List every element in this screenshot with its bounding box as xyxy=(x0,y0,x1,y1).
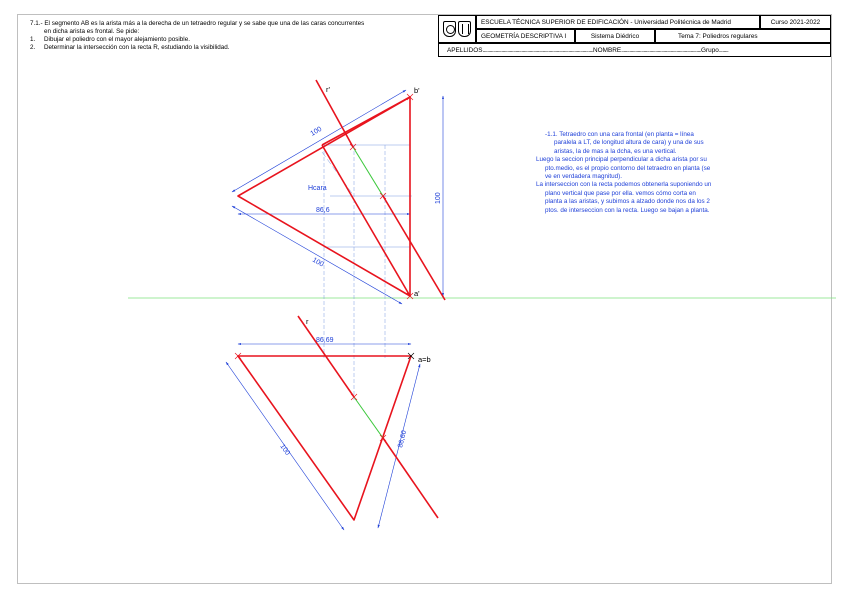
dim-edge-upper-text: 100 xyxy=(309,125,324,138)
statement-heading-continued: en dicha arista es frontal. Se pide: xyxy=(44,28,140,35)
label-a-prime: a' xyxy=(414,289,420,298)
label-r-prime: r' xyxy=(326,85,330,94)
dim-plan-right-text: 86,60 xyxy=(397,429,409,449)
hcara-label: Hcara xyxy=(308,185,327,192)
label-r: r xyxy=(306,317,309,326)
item-text: Determinar la intersección con la recta R, estudiando la visibilidad. xyxy=(44,44,230,51)
dim-plan-left-text: 100 xyxy=(278,443,291,457)
dim-plan-top-text: 86,69 xyxy=(316,337,334,344)
surnames-field: .............................................................................................. xyxy=(482,46,594,54)
theme-title: Tema 7: Poliedros regulares xyxy=(655,29,831,43)
drawing-system: Sistema Diédrico xyxy=(575,29,655,43)
group-label: Grupo xyxy=(701,46,719,54)
name-label: NOMBRE xyxy=(593,46,622,54)
note-paragraph-2: Luego la seccion principal perpendicular a dicha arista por su pto.medio, es el propio contorno del tetraedro en planta (se ve en verdadera magnitud). xyxy=(536,156,711,181)
r-inside xyxy=(354,397,383,438)
name-field: .................................................................... xyxy=(621,46,702,54)
item-number: 1. xyxy=(30,36,36,43)
dim-vertical-text: 100 xyxy=(435,192,442,204)
line-r xyxy=(298,316,438,518)
label-b-prime: b' xyxy=(414,86,420,95)
plan-contour xyxy=(238,356,411,520)
r-prime-inside xyxy=(353,147,383,196)
plan-tetrahedron xyxy=(238,356,411,520)
note-paragraph-3: La interseccion con la recta podemos obtenerla suponiendo un plano vertical que pase por ella. vemos cómo corta en planta a las aristas, y subimos a alzado donde nos da los 2 ptos. de interseccion con la recta. Luego se bajan a planta. xyxy=(536,181,712,214)
note-paragraph-1: -1.1. Tetraedro con una cara frontal (en planta = línea paralela a LT, de longitud altura de cara) y una de sus aristas, la de mas a la dcha, es una vertical. xyxy=(545,131,704,155)
dim-edge-upper xyxy=(232,90,406,192)
dim-height-face-text: 86,6 xyxy=(316,207,330,214)
item-text: Dibujar el poliedro con el mayor alejamiento posible. xyxy=(44,36,190,43)
subject-name: GEOMETRÍA DESCRIPTIVA I xyxy=(476,29,575,43)
r-prime-lower xyxy=(383,196,445,300)
course-year: Curso 2021-2022 xyxy=(760,15,831,29)
dim-edge-lower-text: 100 xyxy=(311,256,325,269)
r-lower xyxy=(383,438,438,518)
dim-edge-lower xyxy=(232,206,402,304)
statement-heading: 7.1.- El segmento AB es la arista más a la derecha de un tetraedro regular y se sabe que una de las caras concurrentes xyxy=(30,20,365,27)
edge-to-apex xyxy=(322,97,410,145)
label-ab: a=b xyxy=(418,355,431,364)
school-name: ESCUELA TÉCNICA SUPERIOR DE EDIFICACIÓN - Universidad Politécnica de Madrid xyxy=(476,15,760,29)
group-field: ........ xyxy=(718,46,729,54)
item-number: 2. xyxy=(30,44,36,51)
surnames-label: APELLIDOS xyxy=(447,46,483,54)
r-prime-upper xyxy=(316,80,353,147)
projection-lines xyxy=(322,145,412,400)
